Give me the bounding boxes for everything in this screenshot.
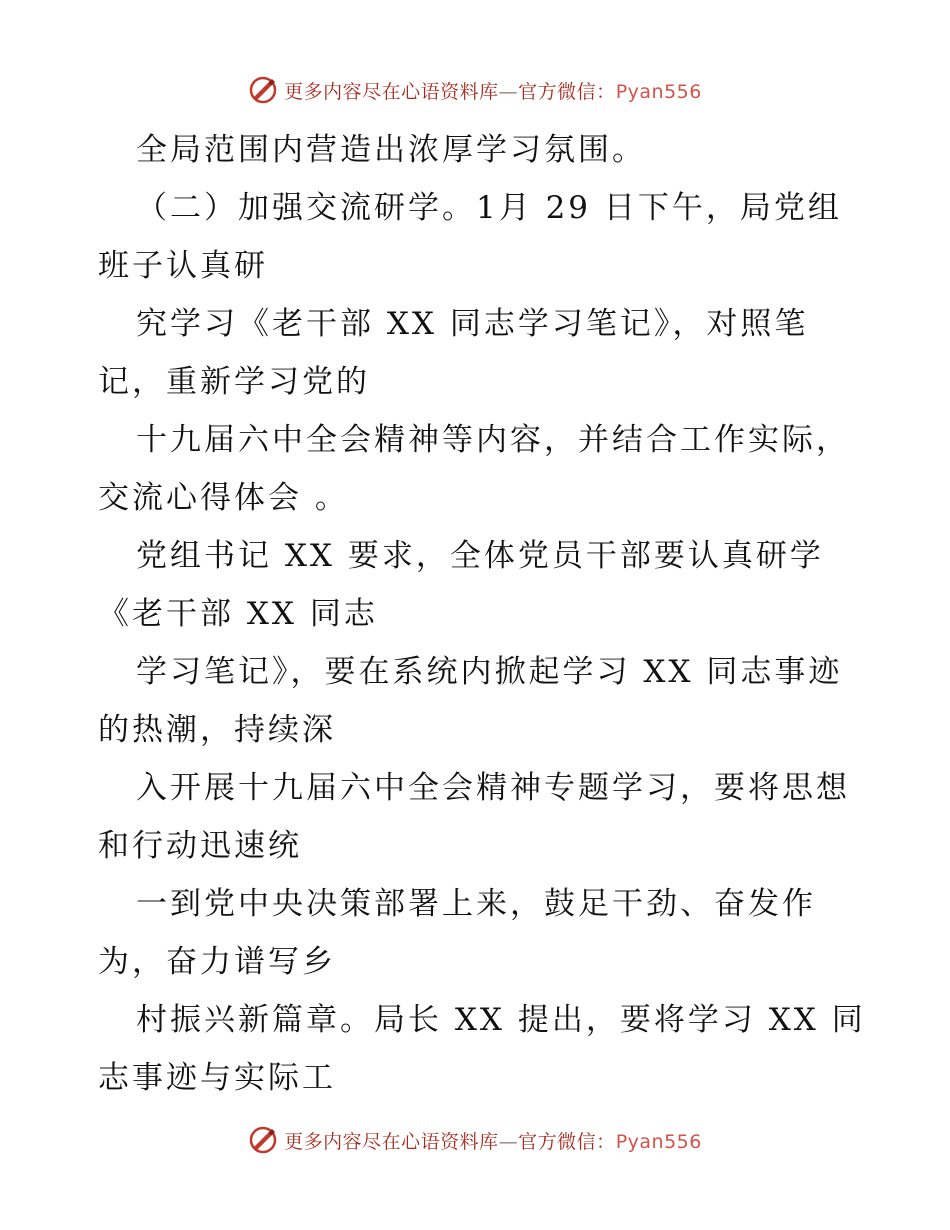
paragraph-line: 的热潮，持续深 [98,712,336,748]
paragraph-line: 究学习《老干部 XX 同志学习笔记》，对照笔 [136,306,809,342]
paragraph-line: 十九届六中全会精神等内容，并结合工作实际， [136,422,850,458]
paragraph-line: （二）加强交流研学。1月 29 日下午，局党组 [136,190,842,226]
paragraph-line: 志事迹与实际工 [98,1060,336,1096]
brush-pen-logo-icon [248,1125,278,1155]
paragraph-line: 党组书记 XX 要求，全体党员干部要认真研学 [136,538,824,574]
header-watermark-text: 更多内容尽在心语资料库—官方微信：Pyan556 [284,80,702,103]
paragraph-line: 为，奋力谱写乡 [98,944,336,980]
paragraph-line: 一到党中央决策部署上来，鼓足干劲、奋发作 [136,886,816,922]
brush-pen-logo-icon [248,75,278,105]
paragraph-line: 村振兴新篇章。局长 XX 提出，要将学习 XX 同 [136,1002,866,1038]
paragraph-line: 入开展十九届六中全会精神专题学习，要将思想 [136,770,850,806]
paragraph-line: 和行动迅速统 [98,828,302,864]
paragraph-line: 班子认真研 [98,248,268,284]
paragraph-line: 《老干部 XX 同志 [98,596,378,632]
paragraph-line: 交流心得体会 。 [98,480,349,516]
header-watermark-banner [0,72,950,108]
paragraph-line: 全局范围内营造出浓厚学习氛围。 [136,132,646,168]
footer-watermark-text: 更多内容尽在心语资料库—官方微信：Pyan556 [284,1130,702,1153]
footer-watermark-banner [0,1122,950,1158]
paragraph-line: 学习笔记》，要在系统内掀起学习 XX 同志事迹 [136,654,843,690]
paragraph-line: 记，重新学习党的 [98,364,370,400]
